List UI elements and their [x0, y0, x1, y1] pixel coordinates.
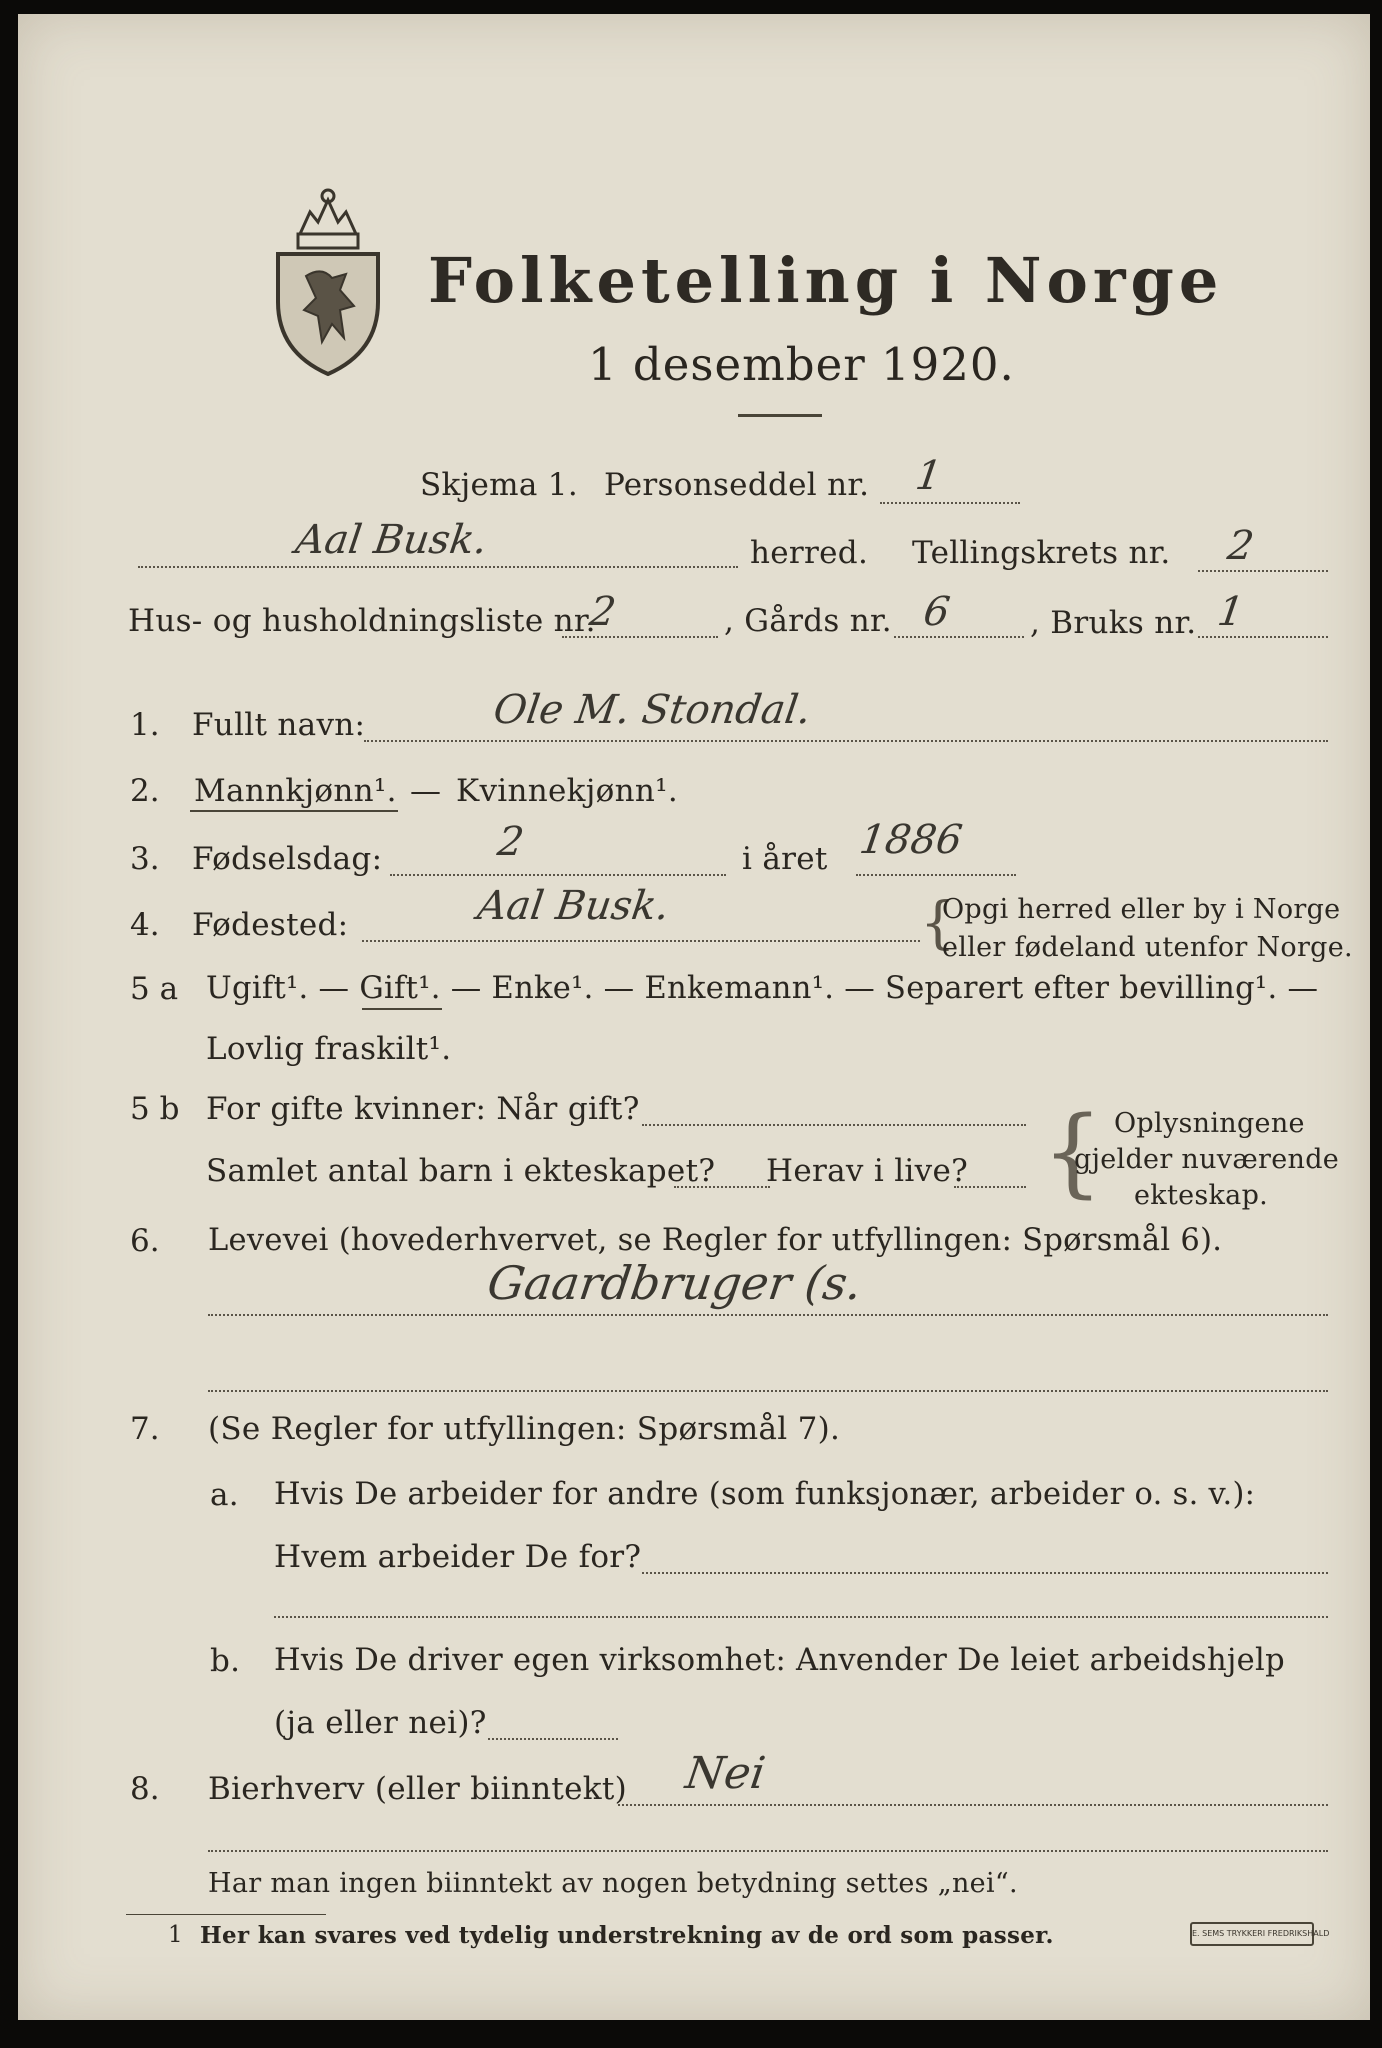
q7-label: (Se Regler for utfyllingen: Spørsmål 7).: [208, 1411, 841, 1447]
no-income-note: Har man ingen biinntekt av nogen betydning settes „nei“.: [208, 1868, 1018, 1899]
q5b-alive-line: [954, 1186, 1026, 1188]
q5b-children-line: [674, 1186, 770, 1188]
form-title: Folketelling i Norge: [428, 244, 1224, 317]
full-name-value[interactable]: Ole M. Stondal.: [490, 687, 814, 733]
q6-line-1: [208, 1314, 1328, 1316]
q8-line-2: [208, 1850, 1328, 1852]
birth-year-value[interactable]: 1886: [856, 817, 966, 863]
q8-line-1: [618, 1804, 1328, 1806]
children-question: Samlet antal barn i ekteskapet?: [206, 1153, 716, 1189]
bruks-line: [1198, 636, 1328, 638]
q4-number: 4.: [130, 907, 160, 943]
married-women-question: For gifte kvinner: Når gift?: [206, 1091, 640, 1127]
herred-line: [138, 566, 738, 568]
marital-status-options[interactable]: Ugift¹. — Gift¹. — Enke¹. — Enkemann¹. — Separert efter bevilling¹. —: [206, 971, 1319, 1006]
marital-status-divorced[interactable]: Lovlig fraskilt¹.: [206, 1031, 452, 1067]
schema-label: Skjema 1.: [420, 467, 578, 503]
tellingskrets-label: Tellingskrets nr.: [912, 535, 1171, 571]
male-underline: [190, 810, 398, 812]
q5b-note-1: Oplysningene: [1114, 1108, 1305, 1139]
q5b-note-2: gjelder nuværende: [1074, 1144, 1340, 1175]
q7a-question: Hvem arbeider De for?: [274, 1539, 642, 1575]
q5b-number: 5 b: [130, 1091, 180, 1127]
hus-label: Hus- og husholdningsliste nr.: [128, 603, 596, 639]
q7-number: 7.: [130, 1411, 160, 1447]
birthplace-note-2: eller fødeland utenfor Norge.: [942, 932, 1353, 963]
bruks-value[interactable]: 1: [1214, 589, 1247, 635]
birthplace-brace: {: [920, 891, 956, 956]
gards-label: , Gårds nr.: [724, 603, 892, 639]
q4-line: [362, 940, 920, 942]
census-form-sheet: [18, 14, 1370, 2020]
q1-number: 1.: [130, 707, 160, 743]
personseddel-label: Personseddel nr.: [604, 467, 870, 503]
occupation-value[interactable]: Gaardbruger (s.: [484, 1256, 866, 1310]
gards-value[interactable]: 6: [920, 589, 953, 635]
q5b-note-3: ekteskap.: [1134, 1180, 1269, 1211]
birthday-value[interactable]: 2: [494, 819, 527, 865]
male-option[interactable]: Mannkjønn¹.: [194, 773, 397, 809]
side-income-value[interactable]: Nei: [682, 1748, 769, 1799]
q6-label: Levevei (hovederhvervet, se Regler for utfyllingen: Spørsmål 6).: [208, 1223, 1223, 1258]
tellingskrets-line: [1198, 570, 1328, 572]
q7a-line-2: [274, 1616, 1328, 1618]
coat-of-arms-icon: [270, 182, 386, 378]
personseddel-line: [880, 502, 1020, 504]
personseddel-value[interactable]: 1: [912, 453, 945, 499]
hus-line: [562, 636, 718, 638]
footnote-text: Her kan svares ved tydelig understrekning av de ord som passer.: [200, 1922, 1054, 1949]
q7a-line-1: [642, 1572, 1328, 1574]
tellingskrets-value[interactable]: 2: [1224, 523, 1257, 569]
herred-value[interactable]: Aal Busk.: [292, 517, 491, 563]
q5b-brace: {: [1042, 1096, 1104, 1208]
bruks-label: , Bruks nr.: [1030, 605, 1197, 641]
hus-value[interactable]: 2: [586, 589, 619, 635]
census-date: 1 desember 1920.: [588, 338, 1015, 391]
q7b-question: (ja eller nei)?: [274, 1705, 487, 1741]
q7b-text: Hvis De driver egen virksomhet: Anvender De leiet arbeidshjelp: [274, 1643, 1285, 1678]
q5b-when-line: [642, 1124, 1026, 1126]
q8-label: Bierhverv (eller biinntekt): [208, 1771, 628, 1807]
q1-line: [364, 740, 1328, 742]
q1-label: Fullt navn:: [192, 707, 366, 743]
q7b-letter: b.: [210, 1643, 241, 1679]
year-label: i året: [742, 841, 828, 877]
birthplace-note-1: Opgi herred eller by i Norge: [942, 894, 1341, 925]
q6-number: 6.: [130, 1223, 160, 1259]
q4-label: Fødested:: [192, 907, 349, 943]
title-divider: [738, 414, 822, 417]
printer-stamp: [1190, 1922, 1330, 1946]
footnote-mark: 1: [168, 1922, 183, 1948]
q3-number: 3.: [130, 841, 160, 877]
q3-day-line: [390, 874, 726, 876]
birthplace-value[interactable]: Aal Busk.: [474, 883, 673, 929]
q2-separator: —: [410, 773, 442, 809]
q7a-letter: a.: [210, 1477, 239, 1513]
printer-stamp-text: E. SEMS TRYKKERI FREDRIKSHALD: [1192, 1929, 1330, 1938]
footnote-rule: [126, 1914, 326, 1915]
q7a-text: Hvis De arbeider for andre (som funksjonær, arbeider o. s. v.):: [274, 1477, 1256, 1512]
q5a-number: 5 a: [130, 971, 179, 1007]
q2-number: 2.: [130, 773, 160, 809]
gards-line: [894, 636, 1024, 638]
q6-line-2: [208, 1390, 1328, 1392]
q3-year-line: [856, 874, 1016, 876]
alive-question: Herav i live?: [766, 1153, 969, 1189]
q7b-line: [488, 1738, 618, 1740]
q8-number: 8.: [130, 1771, 160, 1807]
married-underline: [362, 1008, 442, 1010]
herred-label: herred.: [750, 535, 869, 571]
q3-label: Fødselsdag:: [192, 841, 383, 877]
female-option[interactable]: Kvinnekjønn¹.: [456, 773, 679, 809]
